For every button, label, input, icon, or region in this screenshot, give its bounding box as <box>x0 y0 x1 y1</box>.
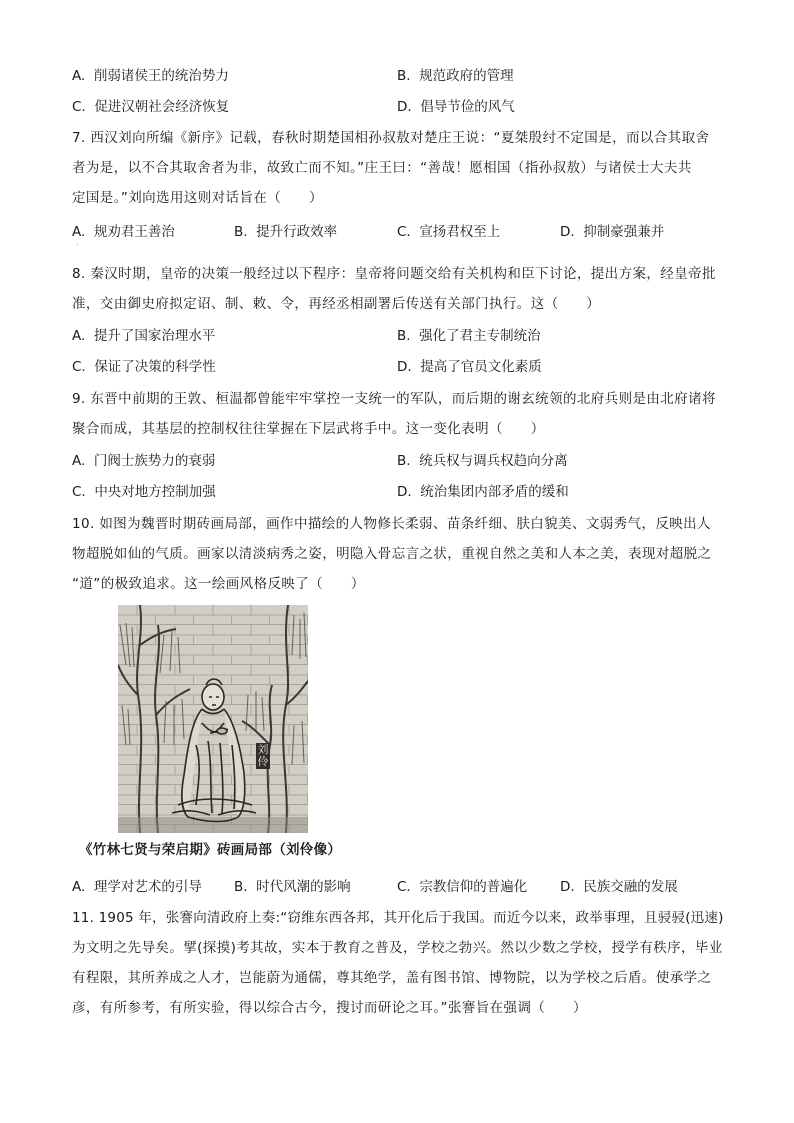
q9-stem-line: 9. 东晋中前期的王敦、桓温都曾能牢牢掌控一支统一的军队，而后期的谢玄统领的北府兵则是由北府诸将 <box>72 391 716 407</box>
q8-option-d <box>397 357 542 377</box>
option-text: 保证了决策的科学性 <box>94 359 216 375</box>
option-d <box>397 97 515 117</box>
option-label: C. <box>397 224 411 240</box>
option-text: 宣扬君权至上 <box>419 224 501 240</box>
q7-stem-line: 定国是。”刘向选用这则对话旨在（ ） <box>72 190 323 206</box>
option-label: B. <box>397 453 411 469</box>
option-label: C. <box>397 879 411 895</box>
brick-painting-image <box>118 605 308 833</box>
q7-stem-line: 7. 西汉刘向所编《新序》记载，春秋时期楚国相孙叔敖对楚庄王说：“夏桀殷纣不定国是，而以合其取舍 <box>72 130 710 146</box>
option-text: 强化了君主专制统治 <box>419 328 541 344</box>
option-text: 提升了国家治理水平 <box>93 328 216 344</box>
option-label: D. <box>560 879 575 895</box>
option-text: 倡导节俭的风气 <box>420 99 515 115</box>
option-text: 理学对艺术的引导 <box>93 879 202 895</box>
figure-inscription: 刘伶 <box>257 743 269 768</box>
q7-stem-line: 者为是，以不合其取舍者为非，故致亡而不知。”庄王曰：“善哉！愿相国（指孙叔敖）与诸侯士大夫共 <box>72 160 692 176</box>
q11-stem-line: 11. 1905 年，张謇向清政府上奏:“窃维东西各邦，其开化后于我国。而近今以来，政举事理，且骎骎(迅速) <box>72 910 724 926</box>
q8-option-b <box>397 326 541 346</box>
q10-option-b <box>234 877 351 897</box>
option-text: 统治集团内部矛盾的缓和 <box>420 484 569 500</box>
option-label: C. <box>72 484 86 500</box>
q8-stem-line: 准，交由御史府拟定诏、制、敕、令，再经丞相副署后传送有关部门执行。这（ ） <box>72 296 601 312</box>
q7-option-a <box>72 222 175 242</box>
option-c <box>72 97 229 117</box>
q10-option-d <box>560 877 678 897</box>
option-a <box>72 66 229 86</box>
q10-stem-line: “道”的极致追求。这一绘画风格反映了（ ） <box>72 576 365 592</box>
q10-stem-line: 10. 如图为魏晋时期砖画局部，画作中描绘的人物修长柔弱、苗条纤细、肤白貌美、文弱秀气，反映出人 <box>72 516 711 532</box>
q8-option-a <box>72 326 215 346</box>
figure-caption: 《竹林七贤与荣启期》砖画局部（刘伶像） <box>79 842 342 858</box>
option-label: A. <box>72 68 86 84</box>
option-text: 促进汉朝社会经济恢复 <box>94 99 230 115</box>
option-text: 门阀士族势力的衰弱 <box>93 453 216 469</box>
option-label: A. <box>72 879 86 895</box>
q9-option-a <box>72 451 215 471</box>
option-text: 规范政府的管理 <box>419 68 514 84</box>
option-label: A. <box>72 453 86 469</box>
option-text: 民族交融的发展 <box>583 879 678 895</box>
q8-stem-line: 8. 秦汉时期，皇帝的决策一般经过以下程序：皇帝将问题交给有关机构和臣下讨论，提出方案，经皇帝批 <box>72 266 716 282</box>
q9-option-b <box>397 451 568 471</box>
q10-option-c <box>397 877 527 897</box>
option-label: A. <box>72 224 86 240</box>
q11-stem-line: 有程限，其所养成之人才，岂能蔚为通儒，尊其绝学，盖有图书馆、博物院，以为学校之后盾。使承学之 <box>72 970 712 986</box>
option-b <box>397 66 514 86</box>
option-label: D. <box>397 359 412 375</box>
q8-option-c <box>72 357 216 377</box>
option-text: 提高了官员文化素质 <box>420 359 542 375</box>
option-label: D. <box>560 224 575 240</box>
option-text: 规劝君王善治 <box>93 224 175 240</box>
option-label: B. <box>234 224 248 240</box>
option-label: D. <box>397 484 412 500</box>
option-text: 宗教信仰的普遍化 <box>419 879 528 895</box>
q9-stem-line: 聚合而成，其基层的控制权往往掌握在下层武将手中。这一变化表明（ ） <box>72 421 545 437</box>
brick-painting-figure <box>118 605 308 833</box>
option-label: B. <box>397 328 411 344</box>
option-label: A. <box>72 328 86 344</box>
q7-option-d <box>560 222 664 242</box>
option-label: C. <box>72 99 86 115</box>
q10-option-a <box>72 877 202 897</box>
option-label: B. <box>234 879 248 895</box>
option-text: 中央对地方控制加强 <box>94 484 216 500</box>
q10-stem-line: 物超脱如仙的气质。画家以清淡病秀之姿，明隐入骨忘言之状，重视自然之美和人本之美，表现对超脱之 <box>72 546 712 562</box>
q11-stem-line: 为文明之先导矣。揅(探摸)考其故，实本于教育之普及，学校之勃兴。然以少数之学校，授学有秩序，毕业 <box>72 940 723 956</box>
option-text: 抑制豪强兼并 <box>583 224 665 240</box>
q7-option-b <box>234 222 337 242</box>
option-text: 时代风潮的影响 <box>256 879 351 895</box>
option-label: D. <box>397 99 412 115</box>
q9-option-c <box>72 482 216 502</box>
option-text: 提升行政效率 <box>256 224 338 240</box>
q9-option-d <box>397 482 569 502</box>
q7-option-c <box>397 222 500 242</box>
q11-stem-line: 彦，有所参考，有所实验，得以综合古今，搜讨而研论之耳。”张謇旨在强调（ ） <box>72 1000 587 1016</box>
option-label: B. <box>397 68 411 84</box>
option-label: C. <box>72 359 86 375</box>
stray-dot: · <box>76 241 79 250</box>
option-text: 统兵权与调兵权趋向分离 <box>419 453 568 469</box>
option-text: 削弱诸侯王的统治势力 <box>93 68 229 84</box>
